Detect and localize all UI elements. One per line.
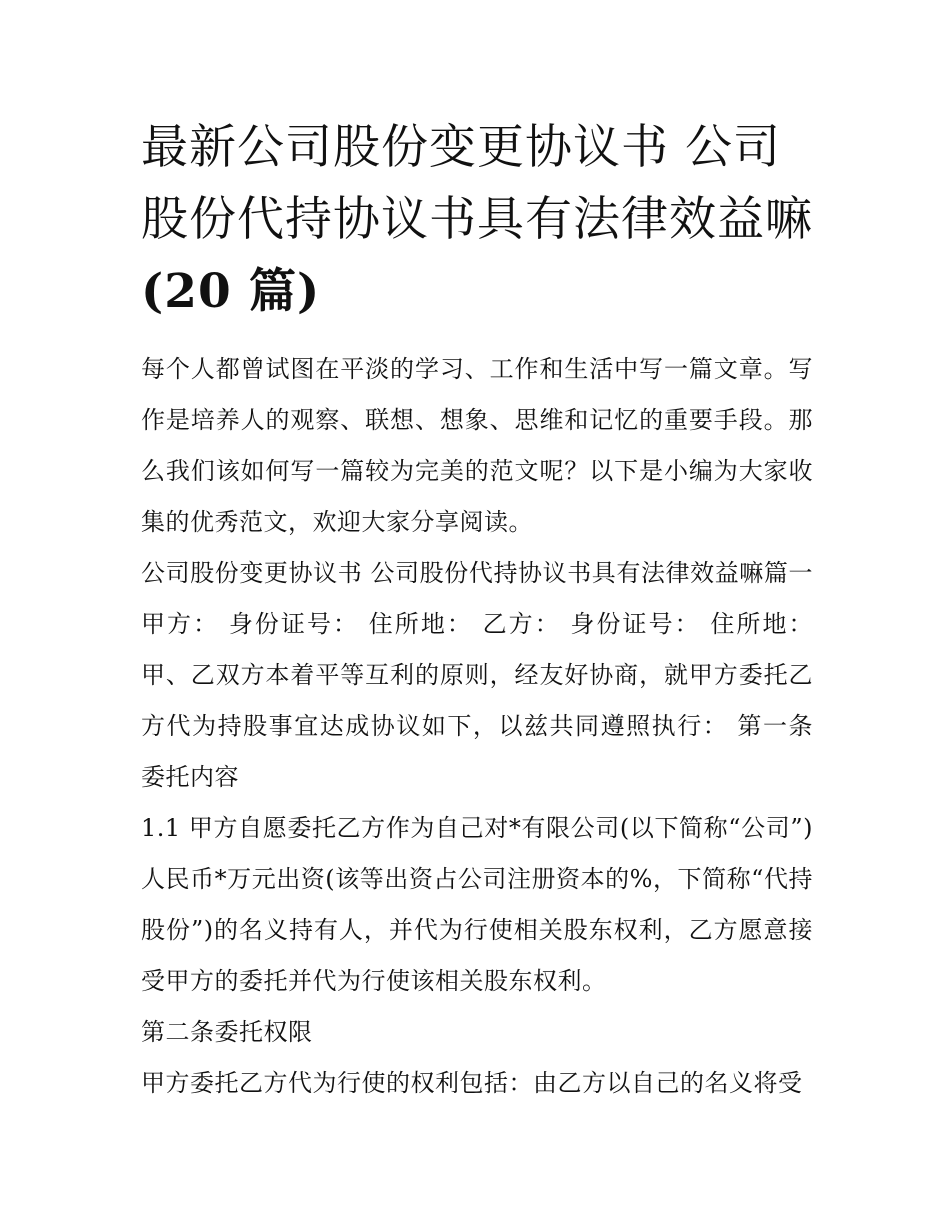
intro-paragraph: 每个人都曾试图在平淡的学习、工作和生活中写一篇文章。写作是培养人的观察、联想、想象、思维和记忆的重要手段。那么我们该如何写一篇较为完美的范文呢？以下是小编为大家收集的优秀范文，欢迎大家分享阅读。 [141,355,813,536]
document-page [141,112,813,1109]
document-title-count: (20 篇) [141,264,321,319]
document-title-main: 最新公司股份变更协议书 公司股份代持协议书具有法律效益嘛 [141,120,813,247]
document-title [141,112,813,328]
agreement-heading-paragraph: 公司股份变更协议书 公司股份代持协议书具有法律效益嘛篇一 甲方： 身份证号： 住所地： 乙方： 身份证号： 住所地： 甲、乙双方本着平等互利的原则，经友好协商，就甲方委托乙方代为持股事宜达成协议如下，以兹共同遵照执行： 第一条 委托内容 [141,559,813,791]
article-2-heading: 第二条委托权限 [141,1018,313,1046]
article-2-paragraph: 甲方委托乙方代为行使的权利包括：由乙方以自己的名义将受 [141,1069,803,1097]
clause-1-1-paragraph: 1.1 甲方自愿委托乙方作为自己对*有限公司(以下简称“公司”)人民币*万元出资(该等出资占公司注册资本的%，下简称“代持股份”)的名义持有人，并代为行使相关股东权利，乙方愿意接受甲方的委托并代为行使该相关股东权利。 [141,814,813,995]
